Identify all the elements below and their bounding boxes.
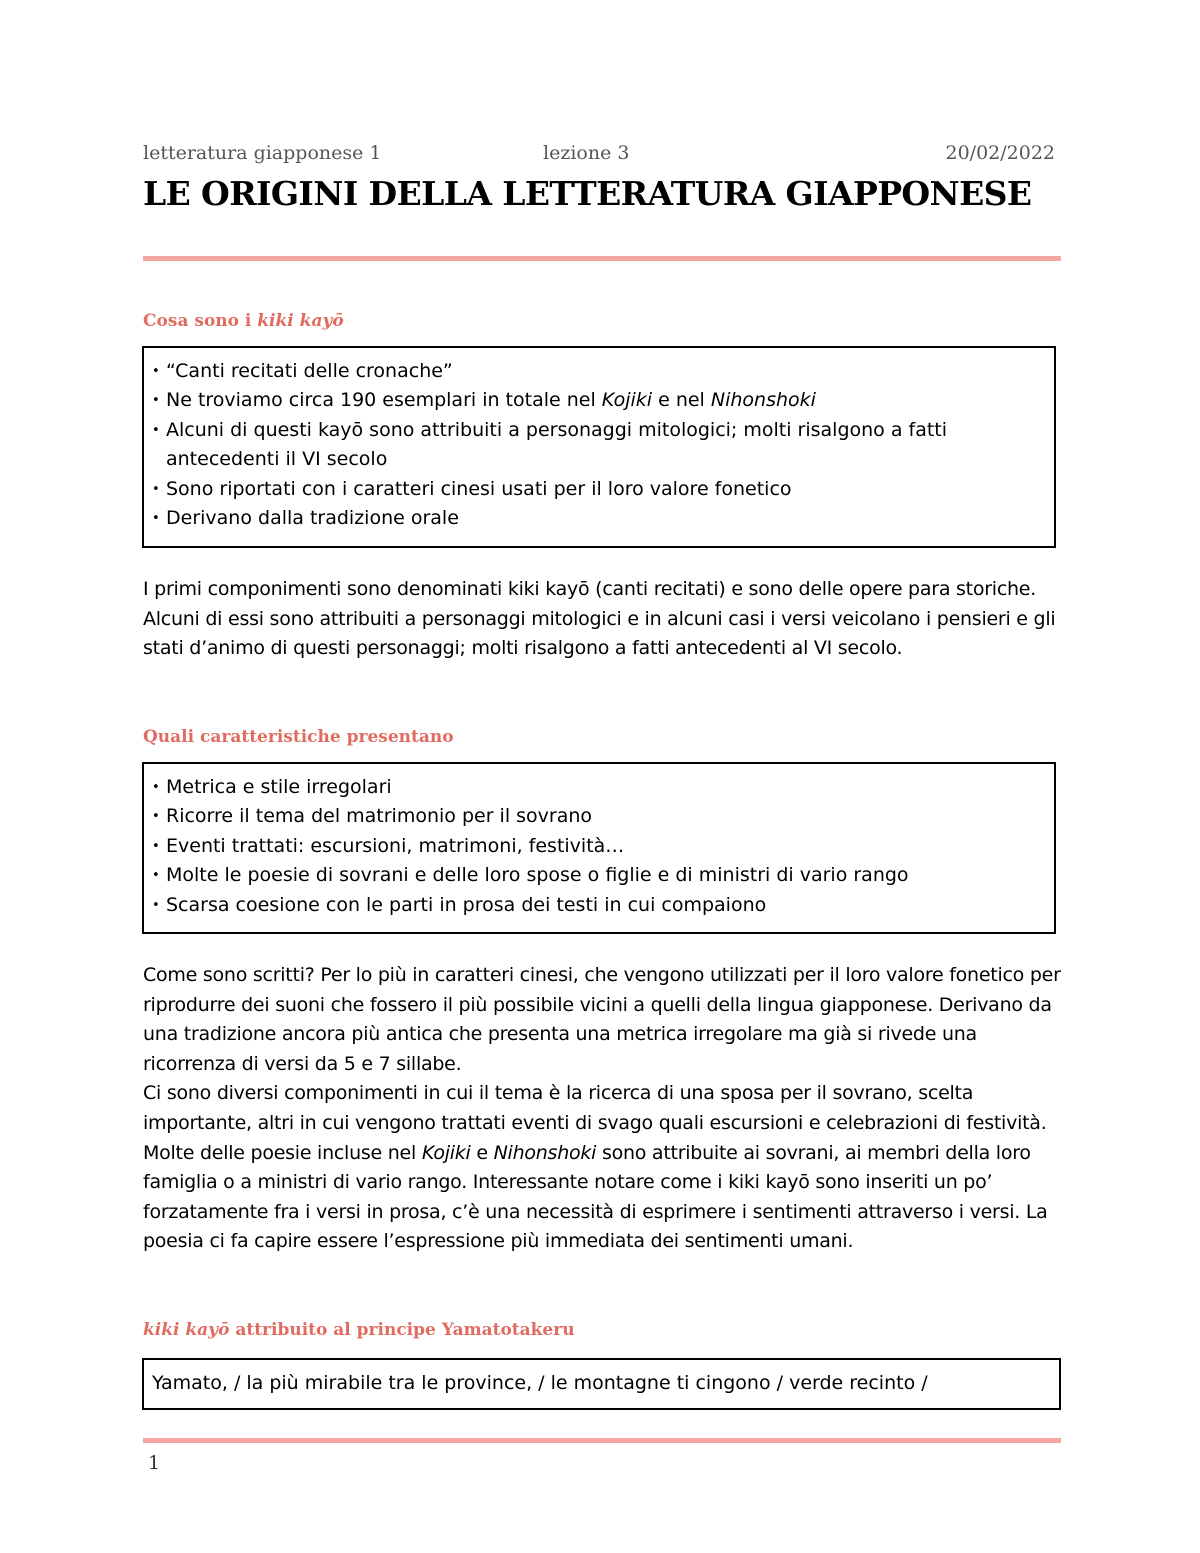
list-item: • Sono riportati con i caratteri cinesi usati per il loro valore fonetico [152, 475, 1044, 504]
section-heading-characteristics: Quali caratteristiche presentano [143, 727, 454, 747]
top-divider [143, 256, 1061, 261]
list-item: • Scarsa coesione con le parti in prosa dei testi in cui compaiono [152, 891, 1044, 920]
list-item: • Metrica e stile irregolari [152, 773, 1044, 802]
bottom-divider [143, 1438, 1061, 1443]
verse-box [142, 1358, 1061, 1410]
section-heading-yamatotakeru: kiki kayō attribuito al principe Yamatotakeru [143, 1320, 575, 1340]
paragraph-themes: Ci sono diversi componimenti in cui il tema è la ricerca di una sposa per il sovrano, scelta importante, altri in cui vengono trattati eventi di svago quali escursioni e celebrazioni di festività. Molte delle poesie incluse nel Kojiki e Nihonshoki sono attribuite ai sovrani, ai membri della loro famiglia o a ministri di vario rango. Interessante notare come i kiki kayō sono inseriti un po’ forzatamente fra i versi in prosa, c’è una necessità di esprimere i sentimenti attraverso i versi. La poesia ci fa capire essere l’espressione più immediata dei sentimenti umani. [143, 1082, 1048, 1253]
list-item: • Molte le poesie di sovrani e delle loro spose o figlie e di ministri di vario rango [152, 861, 1044, 890]
page-title: LE ORIGINI DELLA LETTERATURA GIAPPONESE [143, 174, 1032, 213]
list-item: • Ricorre il tema del matrimonio per il sovrano [152, 802, 1044, 831]
list-item: • Eventi trattati: escursioni, matrimoni, festività… [152, 832, 1044, 861]
list-item: • Alcuni di questi kayō sono attribuiti a personaggi mitologici; molti risalgono a fatti antecedenti il VI secolo [152, 416, 1046, 475]
paragraph-writing-text: Come sono scritti? Per lo più in caratteri cinesi, che vengono utilizzati per il loro valore fonetico per riprodurre dei suoni che fossero il più possibile vicini a quelli della lingua giapponese. Derivano da una tradizione ancora più antica che presenta una metrica irregolare ma già si rivede una ricorrenza di versi da 5 e 7 sillabe. [143, 964, 1061, 1075]
characteristics-box [142, 762, 1056, 934]
section-heading-kiki-kayo: Cosa sono i kiki kayō [143, 311, 344, 331]
page-number: 1 [148, 1452, 161, 1474]
paragraph-writing [143, 961, 1063, 1257]
verse-text: Yamato, / la più mirabile tra le province, / le montagne ti cingono / verde recinto / [152, 1372, 928, 1394]
paragraph-intro: I primi componimenti sono denominati kiki kayō (canti recitati) e sono delle opere para storiche. Alcuni di essi sono attribuiti a personaggi mitologici e in alcuni casi i versi veicolano i pensieri e gli stati d’animo di questi personaggi; molti risalgono a fatti antecedenti al VI secolo. [143, 578, 1056, 660]
date-label: 20/02/2022 [945, 142, 1055, 164]
page-header [143, 142, 1055, 172]
list-item: • “Canti recitati delle cronache” [152, 357, 1044, 386]
list-item: • Ne troviamo circa 190 esemplari in totale nel Kojiki e nel Nihonshoki [152, 386, 1044, 415]
course-name: letteratura giapponese 1 [143, 142, 382, 164]
lesson-label: lezione 3 [543, 142, 630, 164]
list-item: • Derivano dalla tradizione orale [152, 504, 1044, 533]
kiki-kayo-definition-box [142, 346, 1056, 548]
